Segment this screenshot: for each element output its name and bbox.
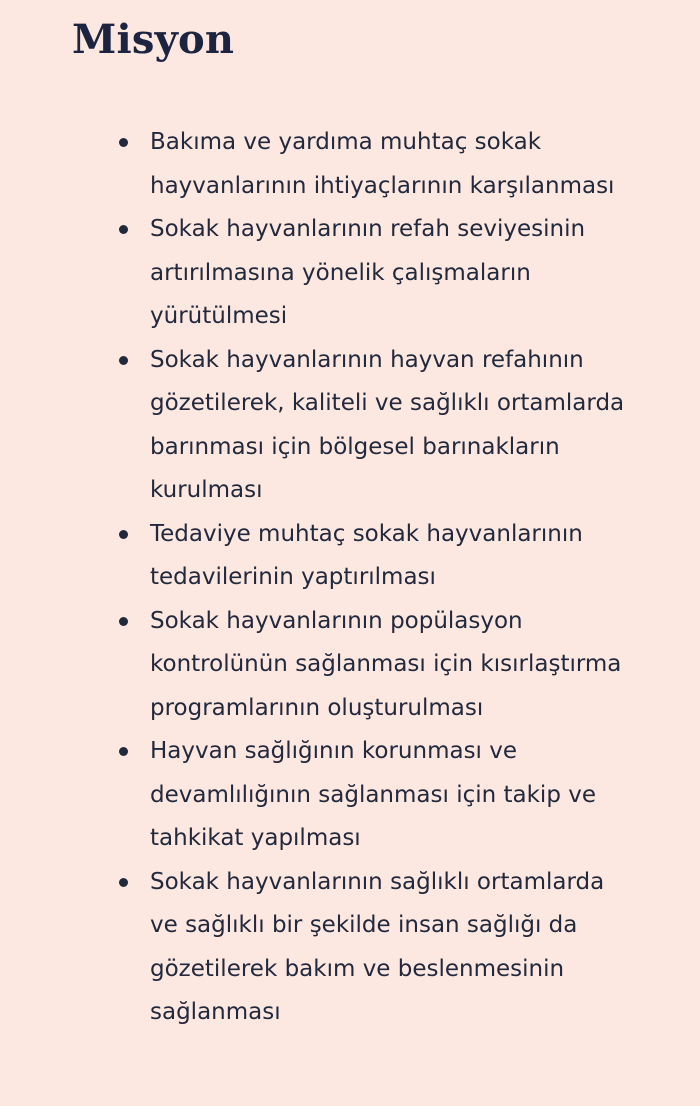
bullet-icon bbox=[119, 617, 128, 626]
bullet-icon bbox=[119, 356, 128, 365]
mission-item-line: ve sağlıklı bir şekilde insan sağlığı da bbox=[150, 912, 578, 938]
mission-item-line: Sokak hayvanlarının popülasyon bbox=[150, 607, 523, 634]
mission-item bbox=[112, 208, 672, 339]
mission-item bbox=[112, 861, 672, 1035]
mission-item-line: kurulması bbox=[150, 477, 263, 503]
mission-list bbox=[112, 121, 672, 1035]
mission-item-line: Bakıma ve yardıma muhtaç sokak bbox=[150, 129, 542, 155]
mission-item-line: Sokak hayvanlarının sağlıklı ortamlarda bbox=[150, 868, 605, 895]
mission-item bbox=[112, 121, 672, 208]
mission-item-line: gözetilerek, kaliteli ve sağlıklı ortamlarda bbox=[150, 390, 625, 416]
bullet-icon bbox=[119, 878, 128, 887]
mission-item-line: tedavilerinin yaptırılması bbox=[150, 564, 436, 590]
mission-item-line: hayvanlarının ihtiyaçlarının karşılanması bbox=[150, 172, 615, 199]
mission-item-line: yürütülmesi bbox=[150, 303, 288, 329]
bullet-icon bbox=[119, 138, 128, 147]
mission-item-line: Sokak hayvanlarının hayvan refahının bbox=[150, 346, 584, 373]
bullet-icon bbox=[119, 747, 128, 756]
page-title: Misyon bbox=[72, 16, 235, 63]
mission-item-line: programlarının oluşturulması bbox=[150, 694, 484, 721]
mission-item-line: gözetilerek bakım ve beslenmesinin bbox=[150, 955, 565, 982]
mission-item-line: Sokak hayvanlarının refah seviyesinin bbox=[150, 216, 586, 242]
mission-item-line: tahkikat yapılması bbox=[150, 825, 361, 851]
mission-item-line: devamlılığının sağlanması için takip ve bbox=[150, 781, 596, 808]
mission-item-line: kontrolünün sağlanması için kısırlaştırma bbox=[150, 651, 622, 677]
mission-item-line: barınması için bölgesel barınakların bbox=[150, 433, 560, 460]
bullet-icon bbox=[119, 530, 128, 539]
mission-item bbox=[112, 600, 672, 731]
mission-item-line: Hayvan sağlığının korunması ve bbox=[150, 738, 518, 764]
mission-item bbox=[112, 730, 672, 861]
mission-item bbox=[112, 339, 672, 513]
mission-item-line: artırılmasına yönelik çalışmaların bbox=[150, 259, 531, 286]
mission-item-line: sağlanması bbox=[150, 999, 281, 1025]
mission-item bbox=[112, 513, 672, 600]
bullet-icon bbox=[119, 225, 128, 234]
mission-item-line: Tedaviye muhtaç sokak hayvanlarının bbox=[150, 520, 583, 547]
